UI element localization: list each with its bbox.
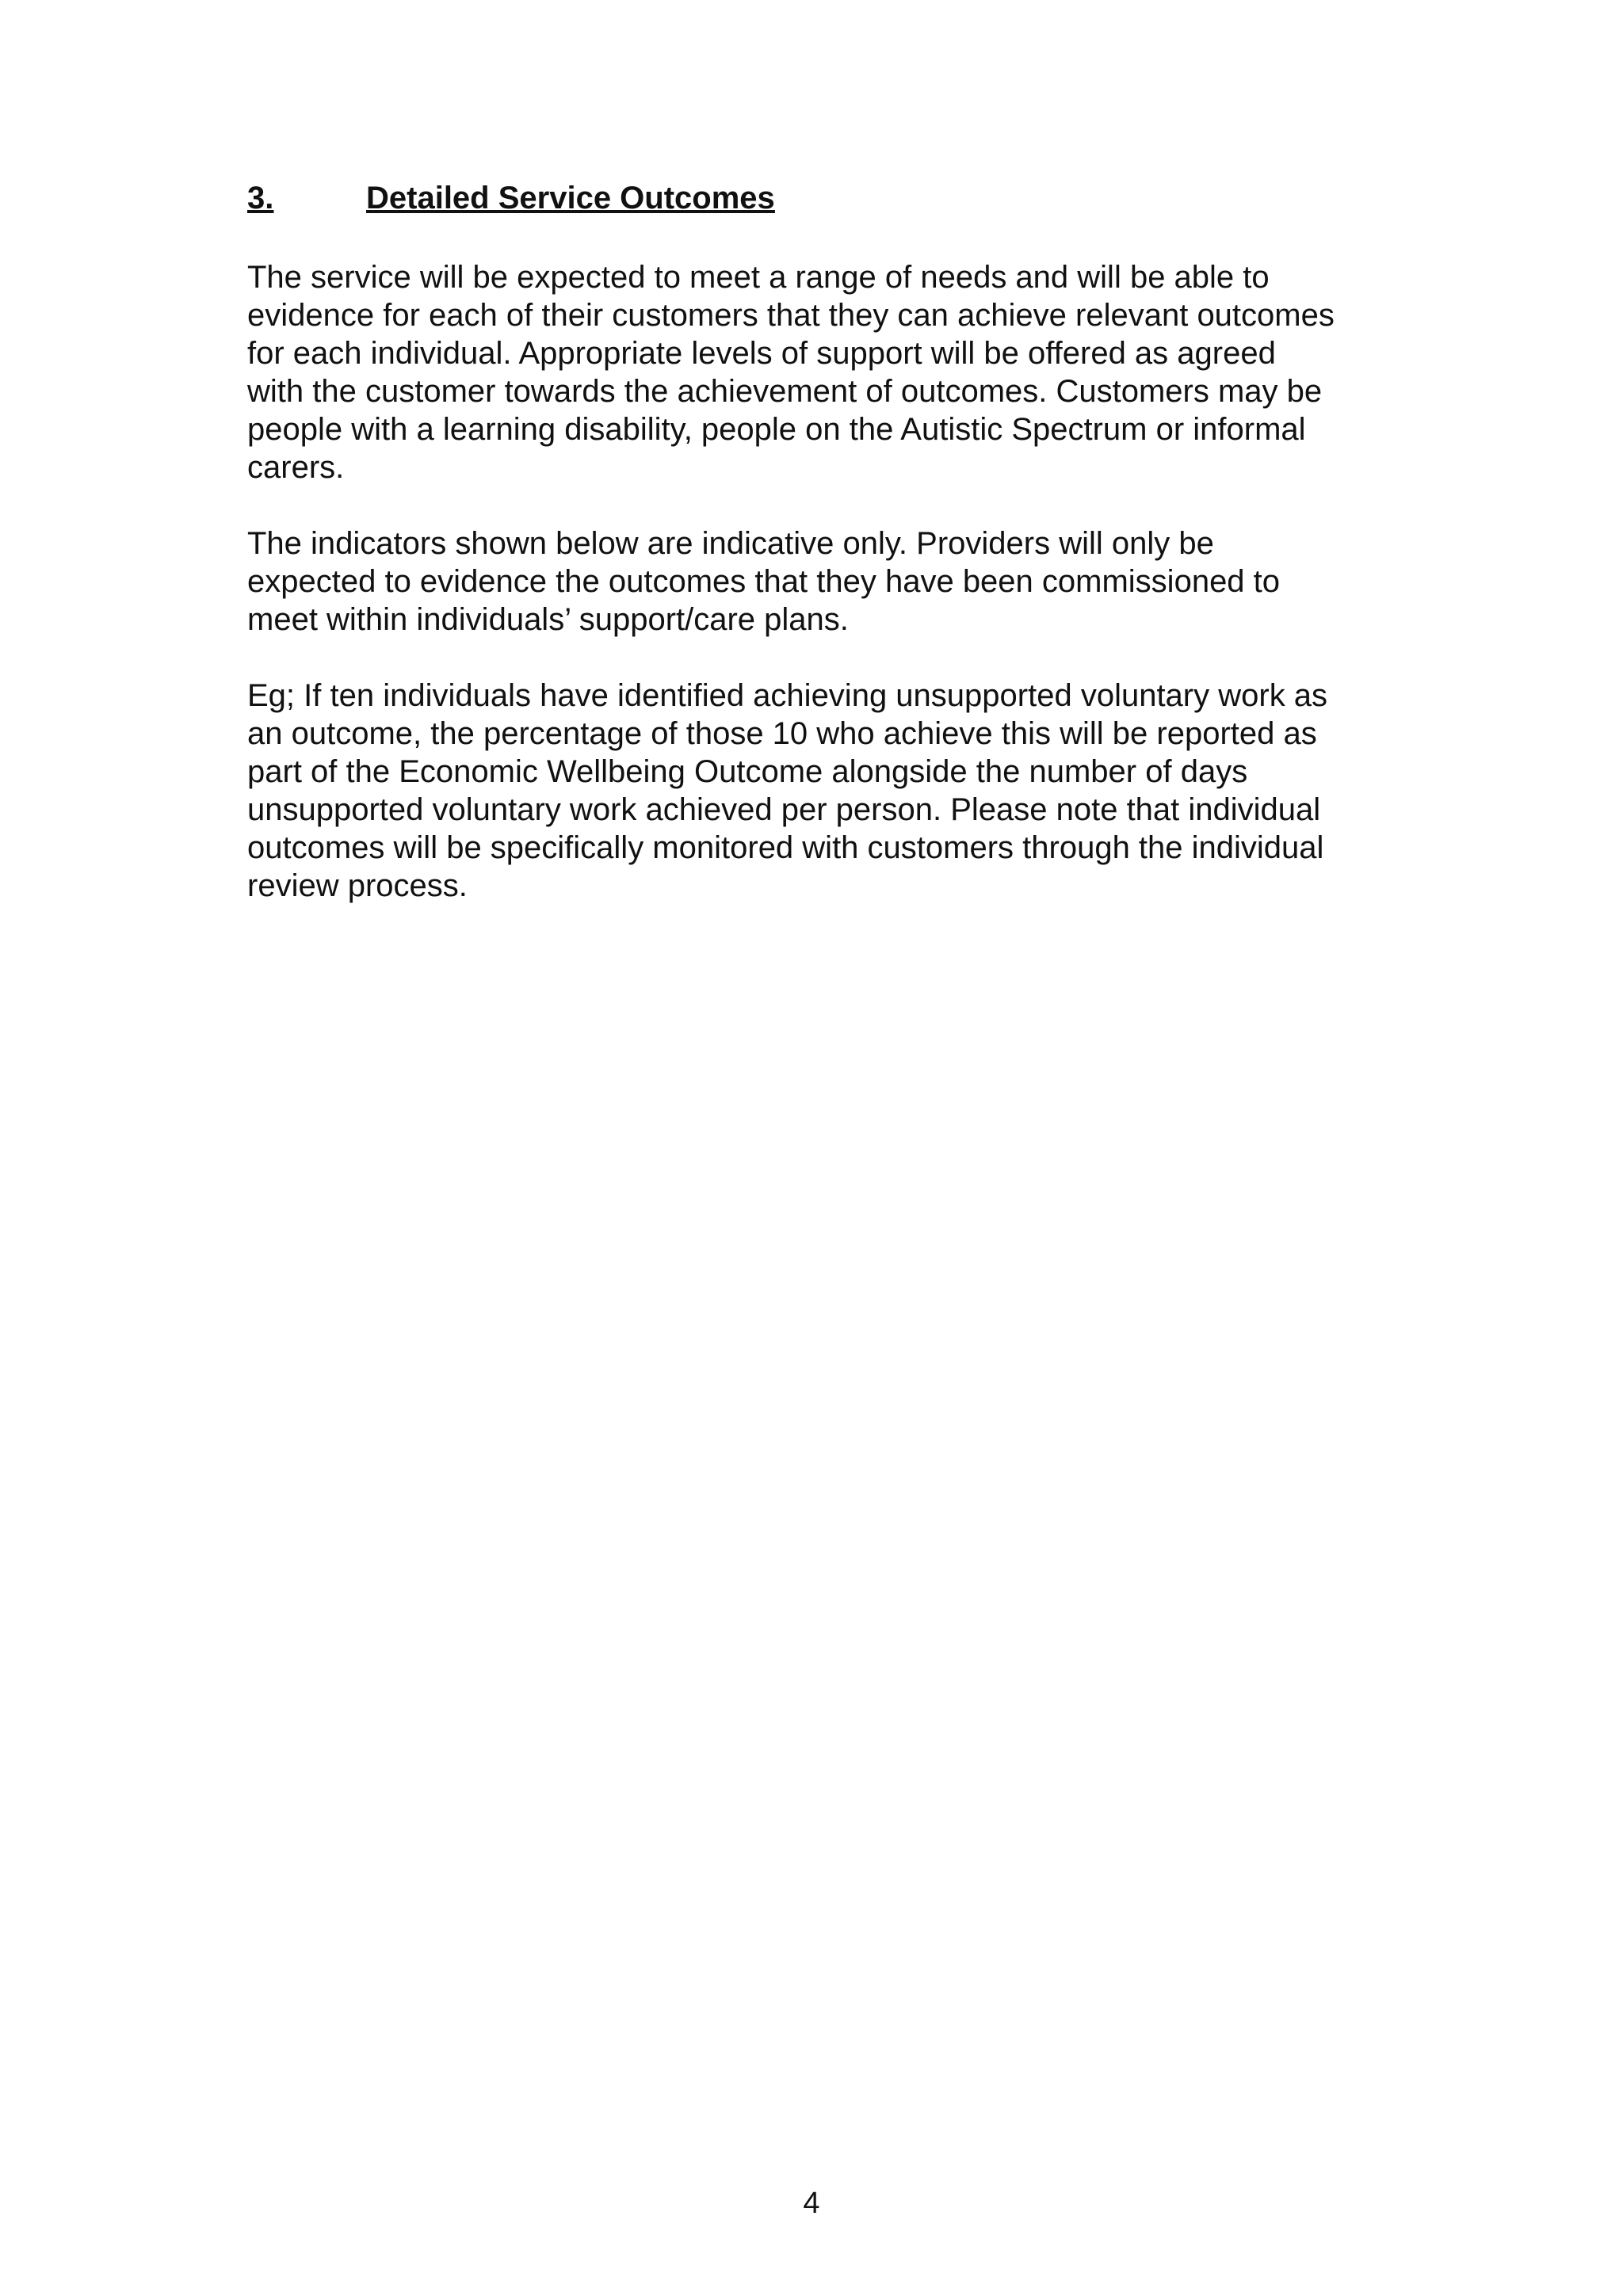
section-number: 3. [247,181,274,215]
page-number: 4 [803,2187,820,2220]
section-title: Detailed Service Outcomes [366,181,775,215]
paragraph-example: Eg; If ten individuals have identified achieving unsupported voluntary work as an outcome, the percentage of those 10 who achieve this will be reported as part of the Economic Wellbeing Outcome alongside the number of days unsupported voluntary work achieved per person. Please note that individual outcomes will be specifically monitored with customers through the individual review process. [247,678,1328,903]
paragraph-service-expectations: The service will be expected to meet a range of needs and will be able to evidence for each of their customers that they can achieve relevant outcomes for each individual. Appropriate levels of support will be offered as agreed with the customer towards the achievement of outcomes. Customers may be people with a learning disability, people on the Autistic Spectrum or informal carers. [247,260,1335,485]
section-heading [247,179,1404,217]
paragraph-indicators: The indicators shown below are indicative only. Providers will only be expected to evidence the outcomes that they have been commissioned to meet within individuals’ support/care plans. [247,526,1281,637]
page-content [247,179,1404,943]
